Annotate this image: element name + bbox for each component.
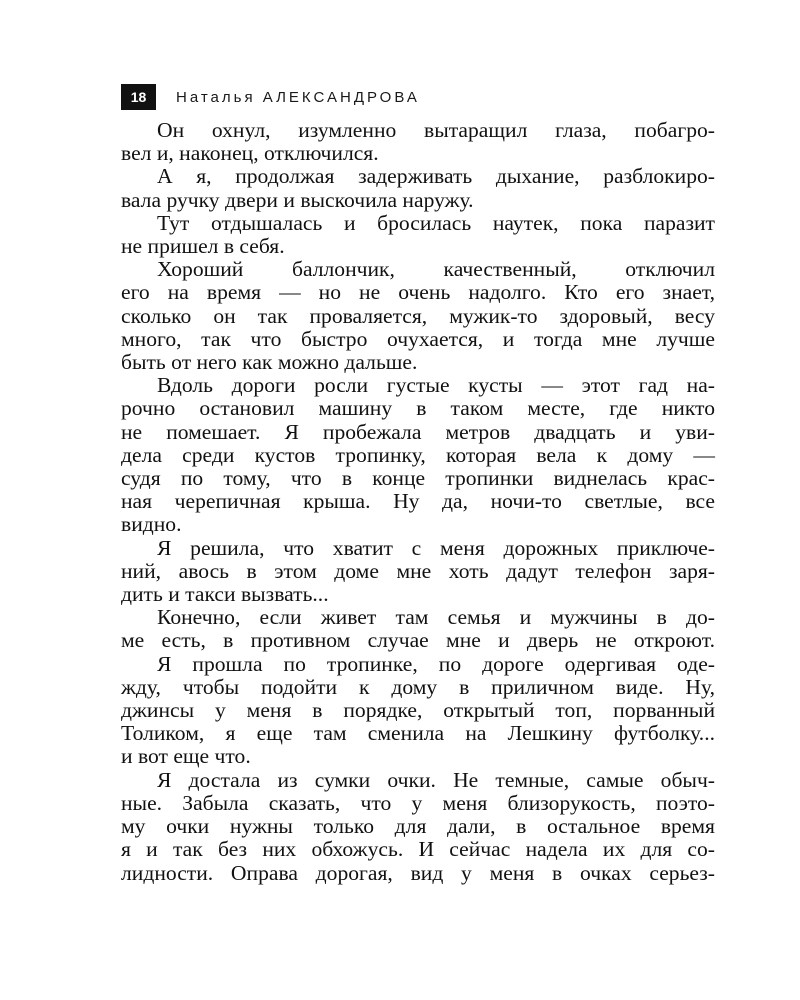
text-line: много, так что быстро очухается, и тогда мне лучше <box>121 326 715 351</box>
text-line: и вот еще что. <box>121 744 251 769</box>
text-line: му очки нужны только для дали, в остальное время <box>121 814 715 839</box>
text-line: ме есть, в противном случае мне и дверь не откроют. <box>121 628 715 653</box>
text-line: ний, авось в этом доме мне хоть дадут телефон заря- <box>121 558 715 583</box>
text-line: Толиком, я еще там сменила на Лешкину футболку... <box>121 721 715 746</box>
text-line: рочно остановил машину в таком месте, где никто <box>121 396 715 421</box>
text-line: Вдоль дороги росли густые кусты — этот гад на- <box>157 373 715 398</box>
page-number: 18 <box>121 84 156 110</box>
text-line: не пришел в себя. <box>121 234 285 259</box>
text-line: джинсы у меня в порядке, открытый топ, порванный <box>121 698 715 723</box>
text-line: его на время — но не очень надолго. Кто его знает, <box>121 280 715 305</box>
text-line: лидности. Оправа дорогая, вид у меня в очках серьез- <box>121 860 715 885</box>
text-line: Хороший баллончик, качественный, отключил <box>157 257 715 282</box>
text-line: быть от него как можно дальше. <box>121 350 418 375</box>
text-line: не помешает. Я пробежала метров двадцать и уви- <box>121 419 715 444</box>
text-line: А я, продолжая задерживать дыхание, разблокиро- <box>157 164 715 189</box>
text-line: видно. <box>121 512 182 537</box>
text-line: ные. Забыла сказать, что у меня близорукость, поэто- <box>121 790 715 815</box>
running-head-author: Наталья АЛЕКСАНДРОВА <box>176 88 420 106</box>
body-text <box>121 119 715 885</box>
text-line: вел и, наконец, отключился. <box>121 141 379 166</box>
text-line: Я достала из сумки очки. Не темные, самые обыч- <box>157 767 715 792</box>
text-line: Конечно, если живет там семья и мужчины в до- <box>157 605 715 630</box>
text-line: дела среди кустов тропинку, которая вела к дому — <box>121 442 715 467</box>
page-header <box>121 84 420 110</box>
text-line: Я решила, что хватит с меня дорожных приключе- <box>157 535 715 560</box>
text-line: Тут отдышалась и бросилась наутек, пока паразит <box>157 210 715 235</box>
text-line: я и так без них обхожусь. И сейчас надела их для со- <box>121 837 715 862</box>
text-line: Я прошла по тропинке, по дороге одергивая оде- <box>157 651 715 676</box>
text-line: судя по тому, что в конце тропинки виднелась крас- <box>121 466 715 491</box>
text-line: дить и такси вызвать... <box>121 582 329 607</box>
text-line: Он охнул, изумленно вытаращил глаза, побагро- <box>157 118 715 142</box>
text-line: вала ручку двери и выскочила наружу. <box>121 187 474 212</box>
text-line: сколько он так проваляется, мужик-то здоровый, весу <box>121 303 715 328</box>
text-line: жду, чтобы подойти к дому в приличном виде. Ну, <box>121 674 715 699</box>
text-line: ная черепичная крыша. Ну да, ночи-то светлые, все <box>121 489 715 514</box>
